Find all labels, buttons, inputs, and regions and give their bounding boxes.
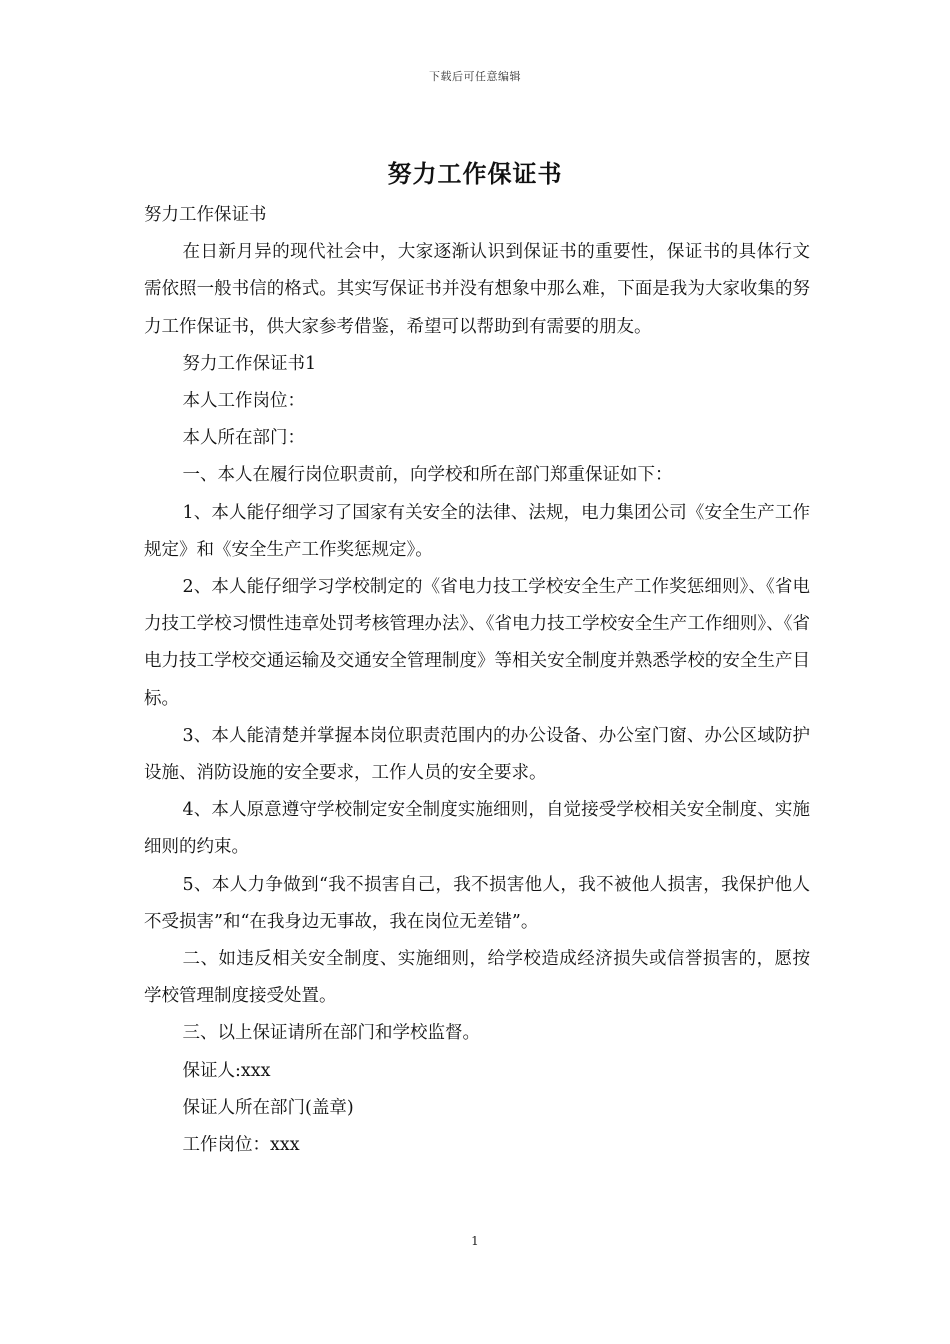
violation-paragraph: 二、如违反相关安全制度、实施细则，给学校造成经济损失或信誉损害的，愿按学校管理制度接受处置。: [144, 949, 810, 1007]
pledge-item-1: 1、本人能仔细学习了国家有关安全的法律、法规，电力集团公司《安全生产工作规定》和《安全生产工作奖惩规定》。: [144, 502, 810, 560]
pledge-item-4: 4、本人原意遵守学校制定安全制度实施细则，自觉接受学校相关安全制度、实施细则的约束。: [144, 800, 810, 858]
header-note: 下载后可任意编辑: [429, 70, 521, 83]
page-number: 1: [471, 1234, 479, 1248]
pledge-intro-paragraph: 一、本人在履行岗位职责前，向学校和所在部门郑重保证如下：: [182, 465, 673, 486]
supervision-paragraph: 三、以上保证请所在部门和学校监督。: [182, 1023, 480, 1044]
section-heading: 努力工作保证书1: [182, 353, 317, 374]
work-position-line: 工作岗位：xxx: [182, 1135, 300, 1156]
document-title: 努力工作保证书: [387, 159, 563, 188]
guarantor-line: 保证人:xxx: [182, 1060, 271, 1081]
pledge-item-5: 5、本人力争做到“我不损害自己，我不损害他人，我不被他人损害，我保护他人不受损害”和“在我身边无事故，我在岗位无差错”。: [144, 874, 810, 932]
pledge-item-2: 2、本人能仔细学习学校制定的《省电力技工学校安全生产工作奖惩细则》、《省电力技工学校习惯性违章处罚考核管理办法》、《省电力技工学校安全生产工作细则》、《省电力技工学校交通运输及交通安全管理制度》等相关安全制度并熟悉学校的安全生产目标。: [144, 577, 810, 709]
body-subtitle: 努力工作保证书: [144, 205, 267, 225]
guarantor-department-line: 保证人所在部门(盖章): [182, 1097, 354, 1118]
department-line: 本人所在部门：: [182, 428, 305, 449]
pledge-item-3: 3、本人能清楚并掌握本岗位职责范围内的办公设备、办公室门窗、办公区域防护设施、消防设施的安全要求，工作人员的安全要求。: [144, 725, 810, 784]
intro-paragraph: 在日新月异的现代社会中，大家逐渐认识到保证书的重要性，保证书的具体行文需依照一般书信的格式。其实写保证书并没有想象中那么难，下面是我为大家收集的努力工作保证书，供大家参考借鉴，希望可以帮助到有需要的朋友。: [144, 242, 810, 337]
job-position-line: 本人工作岗位：: [182, 391, 305, 412]
document-body: [144, 197, 810, 1164]
